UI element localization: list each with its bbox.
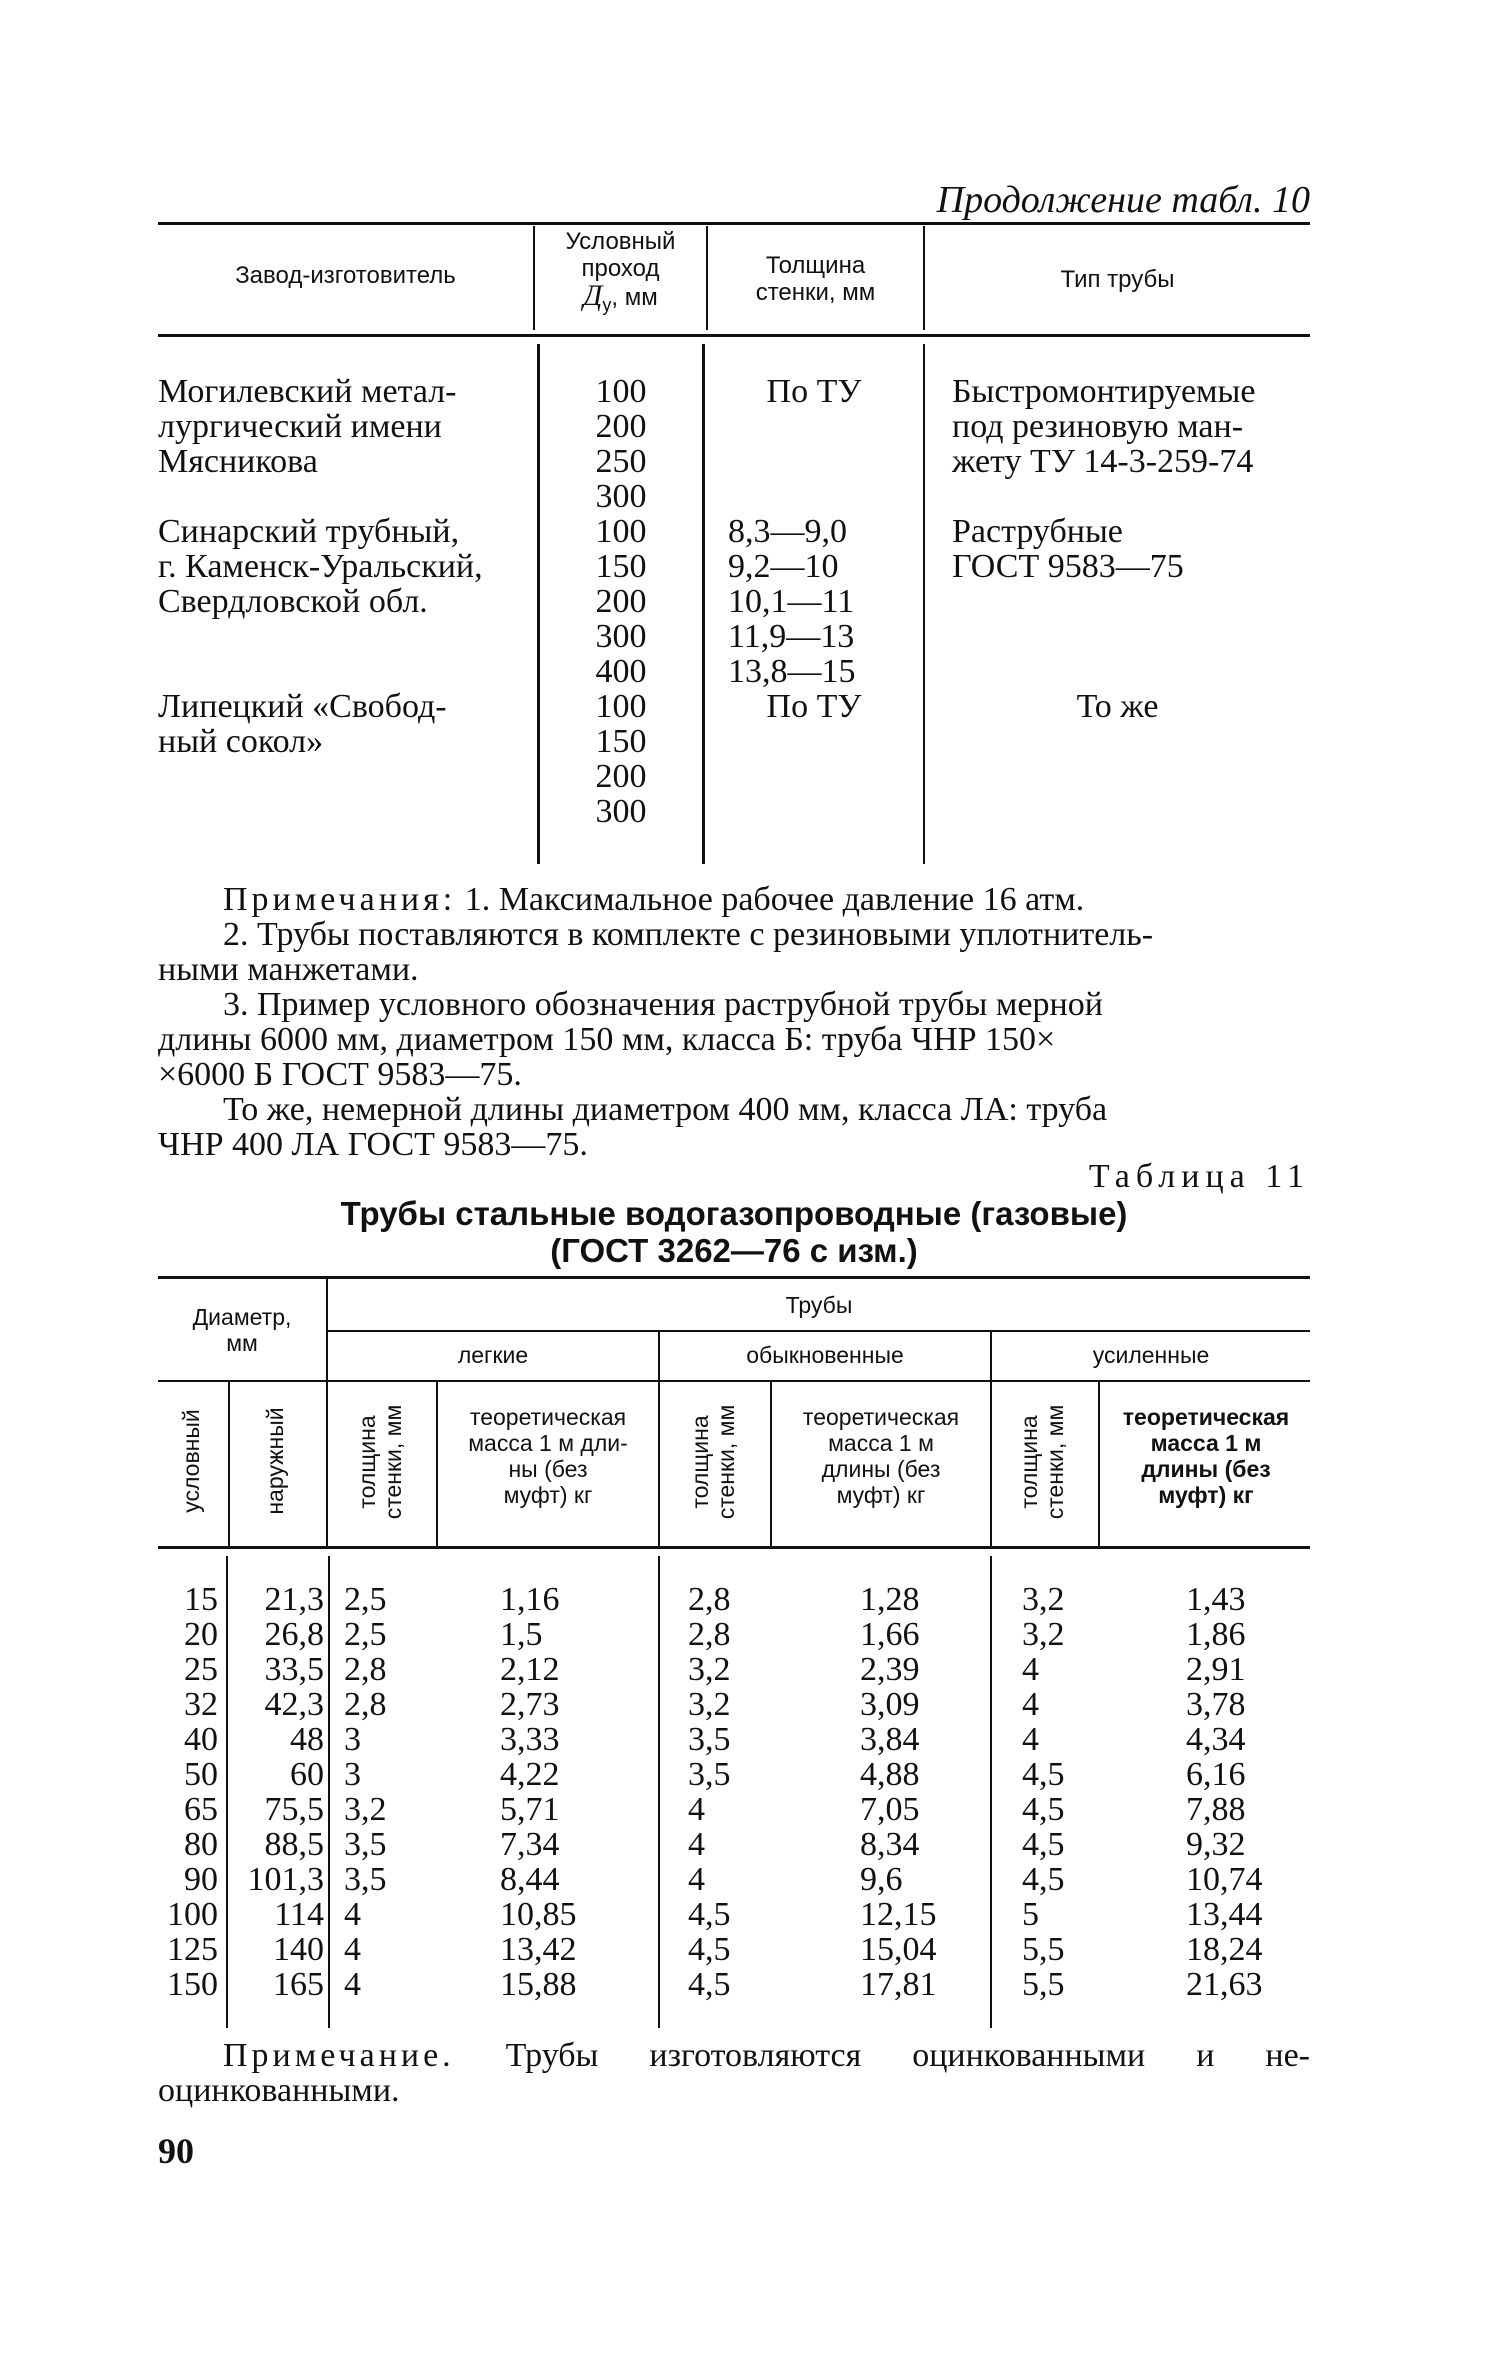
t11-vline-nom: [228, 1382, 230, 1546]
table-cell: 42,3: [264, 1686, 324, 1723]
table-cell: 2,8: [688, 1616, 731, 1653]
table-cell: 9,6: [860, 1861, 903, 1898]
t10-type-1: Быстромонтируемые под резиновую ман- жету ТУ 14-3-259-74: [952, 373, 1256, 480]
t11-col-light-mass: [500, 1582, 610, 2002]
t11-body-vline-2: [328, 1556, 330, 2028]
table-cell: 20: [184, 1616, 218, 1653]
continuation-caption: Продолжение табл. 10: [936, 179, 1310, 221]
table-cell: 5,5: [1022, 1966, 1065, 2003]
table-cell: 4,22: [500, 1756, 560, 1793]
t10-type-3: То же: [1076, 688, 1159, 725]
table-cell: 48: [290, 1721, 324, 1758]
t10-walls-2: 8,3—9,0 9,2—10 10,1—11 11,9—13 13,8—15: [728, 513, 856, 690]
t10-header-rule: [158, 334, 1310, 337]
table-cell: 4: [344, 1966, 361, 2003]
t11-body-vline-1: [226, 1556, 228, 2028]
page-number: 90: [158, 2131, 194, 2171]
table-cell: 150: [167, 1966, 218, 2003]
table-cell: 125: [167, 1931, 218, 1968]
table-cell: 4: [688, 1791, 705, 1828]
table-cell: 15,88: [500, 1966, 577, 2003]
table-cell: 4: [344, 1931, 361, 1968]
t10-bores-2: 100 150 200 300 400: [595, 513, 647, 690]
table-cell: 4: [688, 1861, 705, 1898]
t11-header-nominal: условный: [178, 1409, 204, 1513]
t11-header-ordinary: обыкновенные: [746, 1342, 904, 1368]
table-cell: 3,2: [688, 1651, 731, 1688]
t11-header-reinf-wall: толщина стенки, мм: [1016, 1404, 1068, 1520]
table-cell: 3,2: [1022, 1581, 1065, 1618]
t10-plant-3: Липецкий «Свобод- ный сокол»: [158, 688, 447, 760]
table-cell: 3,5: [688, 1721, 731, 1758]
t11-top-rule: [158, 1276, 1310, 1279]
table-cell: 2,8: [344, 1686, 387, 1723]
table-cell: 4: [1022, 1721, 1039, 1758]
table-cell: 3,5: [344, 1826, 387, 1863]
t11-body-vline-3: [658, 1556, 660, 2028]
t11-header-reinf-mass: теоретическая масса 1 м длины (без муфт) кг: [1122, 1404, 1290, 1508]
table-cell: 4: [1022, 1651, 1039, 1688]
table11-title: Трубы стальные водогазопроводные (газовые) (ГОСТ 3262—76 с изм.): [340, 1195, 1128, 1269]
table-cell: 4,5: [1022, 1791, 1065, 1828]
table-cell: 3: [344, 1756, 361, 1793]
table11-label: Таблица 11: [1088, 1158, 1310, 1195]
t11-col-light-wall: [344, 1582, 434, 2002]
table-cell: 15: [184, 1581, 218, 1618]
t11-header-light-wall: толщина стенки, мм: [354, 1404, 406, 1520]
t10-header-type: Тип трубы: [1060, 266, 1175, 293]
table-cell: 4,5: [688, 1931, 731, 1968]
t11-header-outer: наружный: [262, 1407, 288, 1515]
t10-vline-2: [702, 344, 705, 864]
table-cell: 3,5: [688, 1756, 731, 1793]
table-cell: 2,8: [344, 1651, 387, 1688]
table-cell: 3,33: [500, 1721, 560, 1758]
t10-walls-3: По ТУ: [766, 688, 862, 725]
t11-header-reinforced: усиленные: [1092, 1342, 1210, 1368]
table-cell: 13,42: [500, 1931, 577, 1968]
t10-vline-3: [923, 344, 925, 864]
table-cell: 21,63: [1186, 1966, 1263, 2003]
t10-plant-2: Синарский трубный, г. Каменск-Уральский, Свердловской обл.: [158, 513, 483, 620]
table-cell: 1,66: [860, 1616, 920, 1653]
table-cell: 65: [184, 1791, 218, 1828]
t11-col-ord-mass: [860, 1582, 970, 2002]
table-cell: 3,2: [344, 1791, 387, 1828]
table-cell: 1,5: [500, 1616, 543, 1653]
table-cell: 3,84: [860, 1721, 920, 1758]
table-cell: 3,2: [688, 1686, 731, 1723]
note-table11: Примечание. Трубы изготовляются оцинкованными и не- оцинкованными.: [158, 2037, 1310, 2109]
table-cell: 2,8: [688, 1581, 731, 1618]
t10-top-rule: [158, 222, 1310, 225]
table-cell: 9,32: [1186, 1826, 1246, 1863]
t11-header-rule: [158, 1546, 1310, 1549]
table-cell: 15,04: [860, 1931, 937, 1968]
table-cell: 5,5: [1022, 1931, 1065, 1968]
table-cell: 2,73: [500, 1686, 560, 1723]
t10-bores-3: 100 150 200 300: [595, 688, 647, 830]
table-cell: 114: [274, 1896, 324, 1933]
t11-sub-rule: [328, 1380, 1310, 1382]
table-cell: 7,88: [1186, 1791, 1246, 1828]
table-cell: 26,8: [264, 1616, 324, 1653]
table-cell: 140: [273, 1931, 324, 1968]
table-cell: 60: [290, 1756, 324, 1793]
table-cell: 12,15: [860, 1896, 937, 1933]
table-cell: 4: [344, 1896, 361, 1933]
table-cell: 1,16: [500, 1581, 560, 1618]
t11-header-diameter: Диаметр, мм: [192, 1304, 292, 1356]
table-cell: 25: [184, 1651, 218, 1688]
t11-pipes-rule: [328, 1330, 1310, 1332]
table-cell: 4,5: [1022, 1861, 1065, 1898]
table-cell: 18,24: [1186, 1931, 1263, 1968]
t11-header-light: легкие: [457, 1342, 529, 1368]
t11-col-reinf-wall: [1022, 1582, 1102, 2002]
table-cell: 80: [184, 1826, 218, 1863]
table-cell: 8,34: [860, 1826, 920, 1863]
t11-header-light-mass: теоретическая масса 1 м дли- ны (без муфт) кг: [468, 1404, 628, 1508]
table-cell: 2,5: [344, 1581, 387, 1618]
table-cell: 40: [184, 1721, 218, 1758]
table-cell: 2,12: [500, 1651, 560, 1688]
table-cell: 21,3: [264, 1581, 324, 1618]
table-cell: 4,5: [1022, 1826, 1065, 1863]
t11-header-ord-mass: теоретическая масса 1 м длины (без муфт) кг: [802, 1404, 960, 1508]
table-cell: 88,5: [264, 1826, 324, 1863]
table-cell: 33,5: [264, 1651, 324, 1688]
table-cell: 17,81: [860, 1966, 937, 2003]
t11-body-vline-4: [990, 1556, 992, 2028]
table-cell: 32: [184, 1686, 218, 1723]
t10-plant-1: Могилевский метал- лургический имени Мясникова: [158, 373, 457, 480]
t10-header-bore: Условный проход $Д_у$, мм: [565, 228, 676, 315]
table-cell: 3,78: [1186, 1686, 1246, 1723]
table-cell: 2,39: [860, 1651, 920, 1688]
table-cell: 7,34: [500, 1826, 560, 1863]
t10-bores-1: 100 200 250 300: [595, 373, 647, 515]
table-cell: 4,5: [688, 1966, 731, 2003]
table-cell: 100: [167, 1896, 218, 1933]
table-cell: 1,28: [860, 1581, 920, 1618]
table-cell: 8,44: [500, 1861, 560, 1898]
table-cell: 75,5: [264, 1791, 324, 1828]
table-cell: 7,05: [860, 1791, 920, 1828]
t11-col-ord-wall: [688, 1582, 778, 2002]
t10-header-wall: Толщина стенки, мм: [755, 252, 876, 306]
table-cell: 3,09: [860, 1686, 920, 1723]
table-cell: 2,91: [1186, 1651, 1246, 1688]
t11-col-outer: [232, 1582, 324, 2002]
table-cell: 10,74: [1186, 1861, 1263, 1898]
table-cell: 4,88: [860, 1756, 920, 1793]
table-cell: 6,16: [1186, 1756, 1246, 1793]
table-cell: 1,43: [1186, 1581, 1246, 1618]
t11-header-pipes: Трубы: [785, 1292, 853, 1318]
table-cell: 5: [1022, 1896, 1039, 1933]
t10-header-plant: Завод-изготовитель: [235, 262, 456, 289]
table-cell: 3,5: [344, 1861, 387, 1898]
t11-col-reinf-mass: [1186, 1582, 1296, 2002]
table-cell: 4: [688, 1826, 705, 1863]
t11-vline-diam: [326, 1279, 328, 1546]
table-cell: 13,44: [1186, 1896, 1263, 1933]
table-cell: 4: [1022, 1686, 1039, 1723]
t10-type-2: Раструбные ГОСТ 9583—75: [952, 513, 1184, 585]
table-cell: 3,2: [1022, 1616, 1065, 1653]
t10-walls-1: По ТУ: [766, 373, 862, 410]
table-cell: 4,5: [688, 1896, 731, 1933]
notes-table10: Примечания: 1. Максимальное рабочее давление 16 атм. 2. Трубы поставляются в комплекте с резиновыми уплотнитель- ными манжетами. 3. Пример условного обозначения раструбной трубы мерной длины 6000 мм, диаметром 150 мм, классa Б: труба ЧНР 150× ×6000 Б ГОСТ 9583—75. То же, немерной длины диаметром 400 мм, класса ЛА: труба ЧНР 400 ЛА ГОСТ 9583—75.: [158, 881, 1154, 1163]
table-cell: 10,85: [500, 1896, 577, 1933]
table-cell: 2,5: [344, 1616, 387, 1653]
table-cell: 1,86: [1186, 1616, 1246, 1653]
table-cell: 90: [184, 1861, 218, 1898]
table-cell: 165: [273, 1966, 324, 2003]
table-cell: 4,5: [1022, 1756, 1065, 1793]
table-cell: 101,3: [247, 1861, 324, 1898]
t11-header-ord-wall: толщина стенки, мм: [687, 1404, 739, 1520]
table-cell: 5,71: [500, 1791, 560, 1828]
table-cell: 50: [184, 1756, 218, 1793]
table-cell: 4,34: [1186, 1721, 1246, 1758]
t11-col-nominal: [150, 1582, 218, 2002]
table-cell: 3: [344, 1721, 361, 1758]
